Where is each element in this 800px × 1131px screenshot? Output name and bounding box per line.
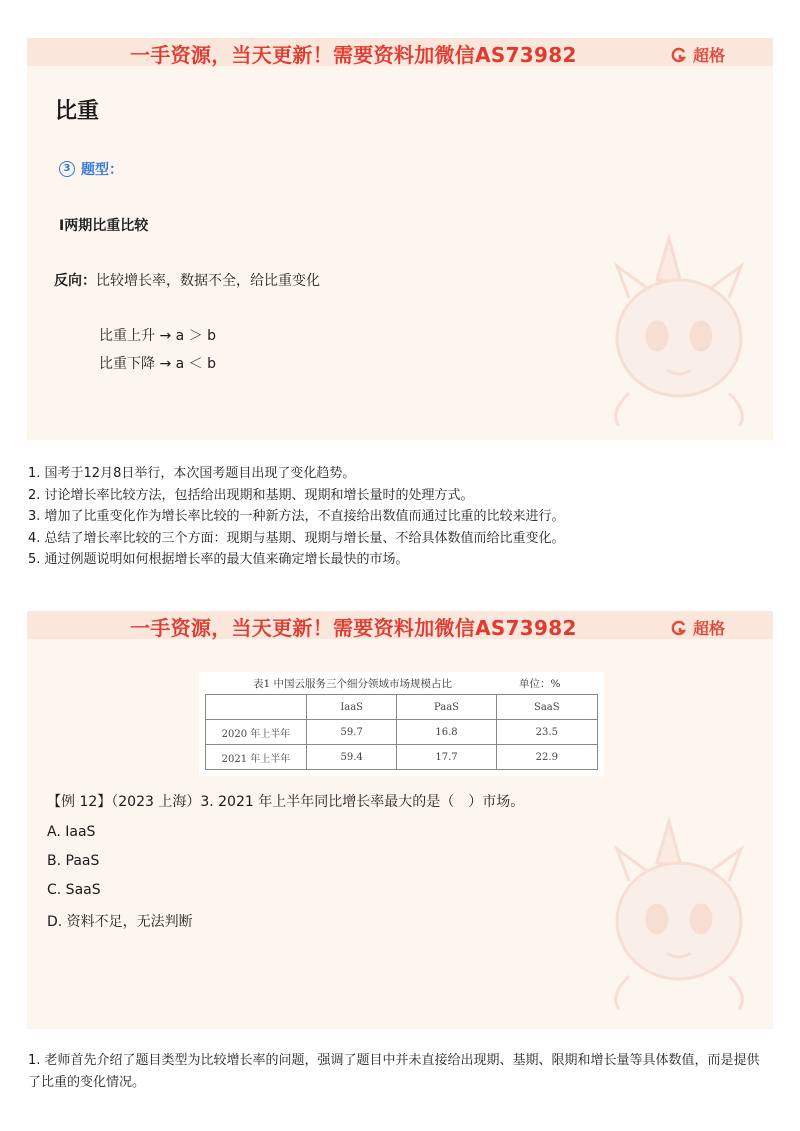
summary-item: 5. 通过例题说明如何根据增长率的最大值来确定增长最快的市场。 [28,552,409,567]
brand-logo-icon [671,620,687,636]
table-row [206,720,598,745]
rule-rise: 比重上升 → a ＞ b [99,328,216,344]
mascot-watermark [589,811,769,1011]
section-subheading: Ⅰ两期比重比较 [59,218,149,234]
brand-name: 超格 [692,46,725,65]
data-table [205,694,598,770]
banner-text: 一手资源，当天更新！需要资料加微信AS73982 [130,43,577,67]
brand-logo [671,43,725,66]
table-header-cell: SaaS [496,695,597,720]
table-header-cell: PaaS [397,695,496,720]
brand-name: 超格 [692,619,725,638]
table-cell: 59.4 [307,745,397,770]
brand-logo-icon [671,47,687,63]
table-title: 表1 中国云服务三个细分领域市场规模占比 [253,678,453,690]
market-share-table [199,672,604,776]
table-cell: 23.5 [496,720,597,745]
table-row [206,745,598,770]
table-header-cell [206,695,307,720]
option-d: D. 资料不足，无法判断 [47,914,193,930]
table-cell: 17.7 [397,745,496,770]
reverse-rule [54,270,320,290]
table-unit: 单位：% [519,678,561,690]
rule-fall: 比重下降 → a ＜ b [99,356,216,372]
summary-paragraph-2: 1. 老师首先介绍了题目类型为比较增长率的问题，强调了题目中并未直接给出现期、基期、限期和增长量等具体数值，而是提供了比重的变化情况。 [28,1053,760,1090]
table-cell: 16.8 [397,720,496,745]
table-header-row [206,695,598,720]
top-banner [27,38,773,66]
table-cell: 2021 年上半年 [206,745,307,770]
table-header-cell: IaaS [307,695,397,720]
circled-number: 3 [59,161,75,177]
summary-item: 1. 国考于12月8日举行，本次国考题目出现了变化趋势。 [28,466,356,481]
option-a: A. IaaS [47,824,96,840]
slide-2 [27,611,773,1029]
reverse-text: 比较增长率，数据不全，给比重变化 [96,273,320,289]
question-type-label: 题型： [81,162,123,178]
slide-1 [27,38,773,440]
summary-item: 3. 增加了比重变化作为增长率比较的一种新方法，不直接给出数值而通过比重的比较来进行。 [28,509,565,524]
summary-item: 4. 总结了增长率比较的三个方面：现期与基期、现期与增长量、不给具体数值而给比重变化。 [28,530,565,546]
table-cell: 59.7 [307,720,397,745]
question-text: 【例 12】（2023 上海）3. 2021 年上半年同比增长率最大的是（ ）市场。 [47,794,525,810]
question-type-heading [59,159,123,179]
mascot-watermark [589,228,769,428]
top-banner [27,611,773,639]
banner-text: 一手资源，当天更新！需要资料加微信AS73982 [130,616,577,640]
option-b: B. PaaS [47,853,100,869]
summary-list-1 [28,463,565,571]
summary-item: 2. 讨论增长率比较方法，包括给出现期和基期、现期和增长量时的处理方式。 [28,487,474,503]
page-title: 比重 [55,99,100,124]
reverse-label: 反向： [54,273,96,289]
table-cell: 2020 年上半年 [206,720,307,745]
brand-logo [671,616,725,639]
table-cell: 22.9 [496,745,597,770]
option-c: C. SaaS [47,882,101,898]
